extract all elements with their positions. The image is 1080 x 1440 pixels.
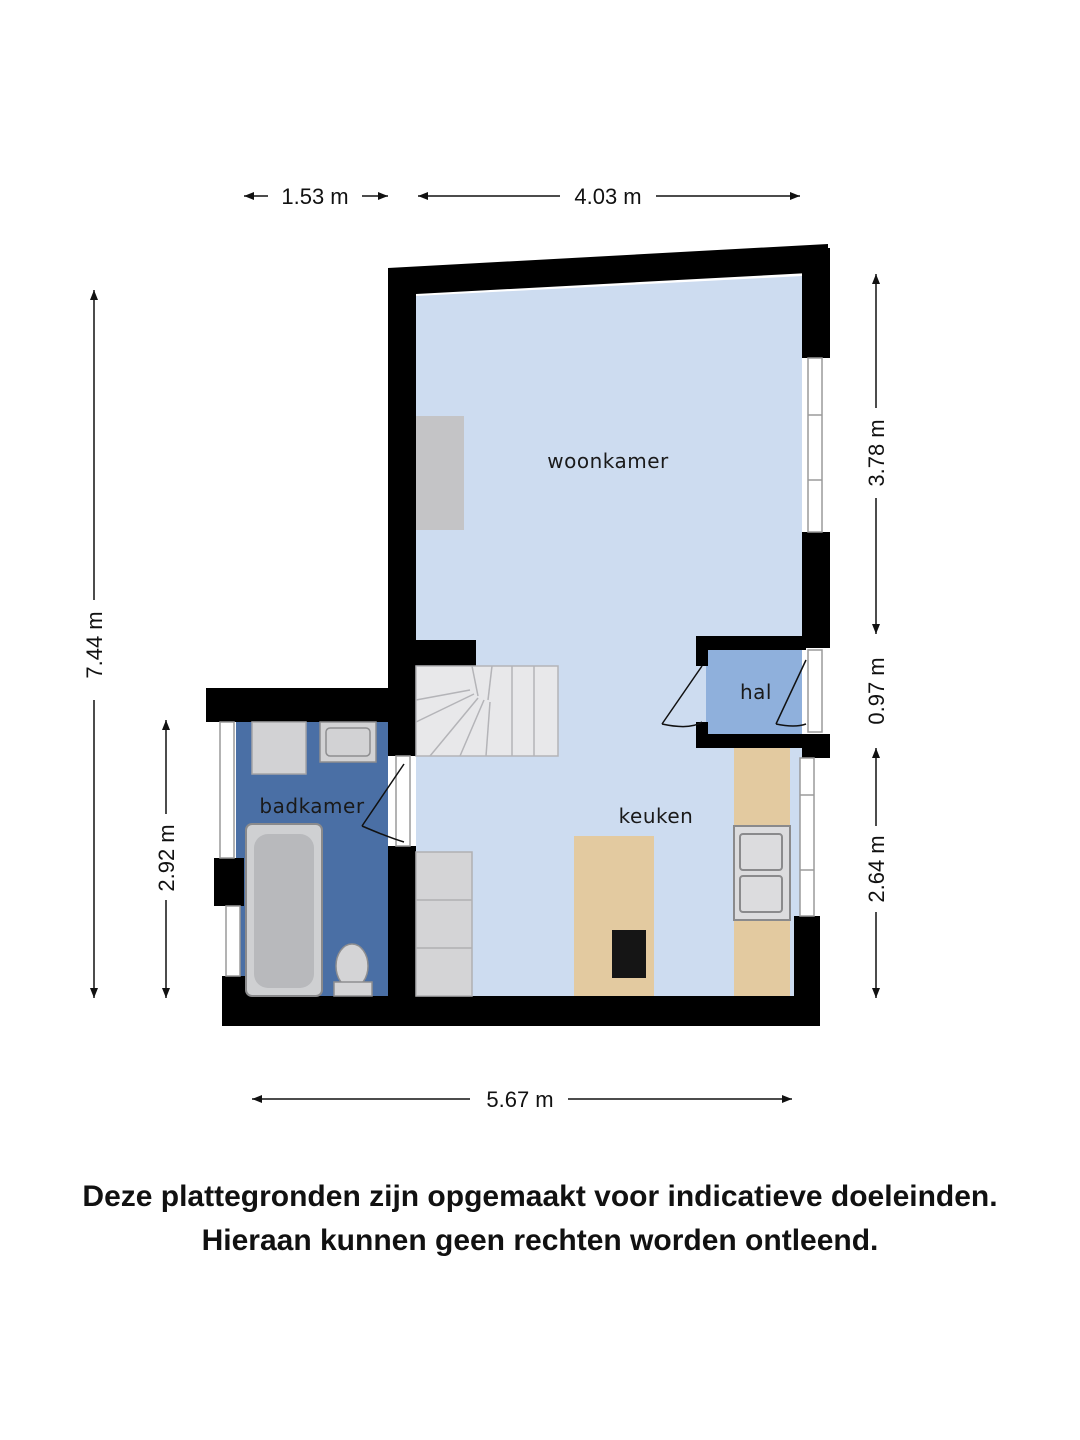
wall-bath-top: [206, 688, 416, 722]
cooktop-icon: [612, 930, 646, 978]
wall-stair-stub: [416, 640, 476, 666]
dim-right-top: 3.78 m: [864, 419, 889, 487]
room-label-badkamer: badkamer: [259, 794, 365, 818]
staircase: [416, 666, 558, 756]
sofa: [416, 416, 464, 530]
disclaimer-line-1: Deze plattegronden zijn opgemaakt voor indicatieve doeleinden.: [82, 1180, 998, 1213]
bathtub-icon: [246, 824, 322, 996]
dim-left-total: 7.44 m: [82, 611, 107, 679]
window-right-upper: [808, 358, 822, 532]
door-frame-bath: [396, 756, 410, 846]
dim-right-bottom: 2.64 m: [864, 835, 889, 903]
wall-bottom: [222, 996, 820, 1026]
dim-top-right: 4.03 m: [574, 184, 642, 209]
window-hal: [808, 650, 822, 732]
bath-cabinet: [252, 722, 306, 774]
kitchen-cabinets-left: [416, 852, 472, 996]
dim-left-bath: 2.92 m: [154, 824, 179, 892]
wall-bath-left-mid: [214, 858, 244, 906]
room-label-woonkamer: woonkamer: [547, 449, 669, 473]
dim-right-mid: 0.97 m: [864, 657, 889, 725]
wall-right-upper: [802, 248, 830, 358]
sink-icon: [734, 826, 790, 920]
disclaimer: [0, 1175, 1080, 1263]
wall-right-mid: [802, 532, 830, 648]
dim-bottom-total: 5.67 m: [486, 1087, 554, 1112]
dim-top-left: 1.53 m: [281, 184, 349, 209]
disclaimer-line-2: Hieraan kunnen geen rechten worden ontleend.: [201, 1224, 879, 1257]
wall-hal-top: [696, 636, 806, 650]
room-label-keuken: keuken: [618, 804, 694, 828]
wall-right-lower-stub: [802, 734, 830, 758]
wall-hal-left-a: [696, 636, 708, 666]
room-label-hal: hal: [740, 680, 772, 704]
window-bath-left-b: [226, 906, 240, 976]
washbasin-icon: [320, 722, 376, 762]
wall-hal-bottom: [696, 734, 806, 748]
wall-left-living: [388, 268, 416, 756]
wall-bath-right: [388, 846, 416, 1026]
wall-bath-left-a: [206, 688, 236, 722]
window-right-lower: [800, 758, 814, 916]
window-bath-left-a: [220, 722, 234, 858]
